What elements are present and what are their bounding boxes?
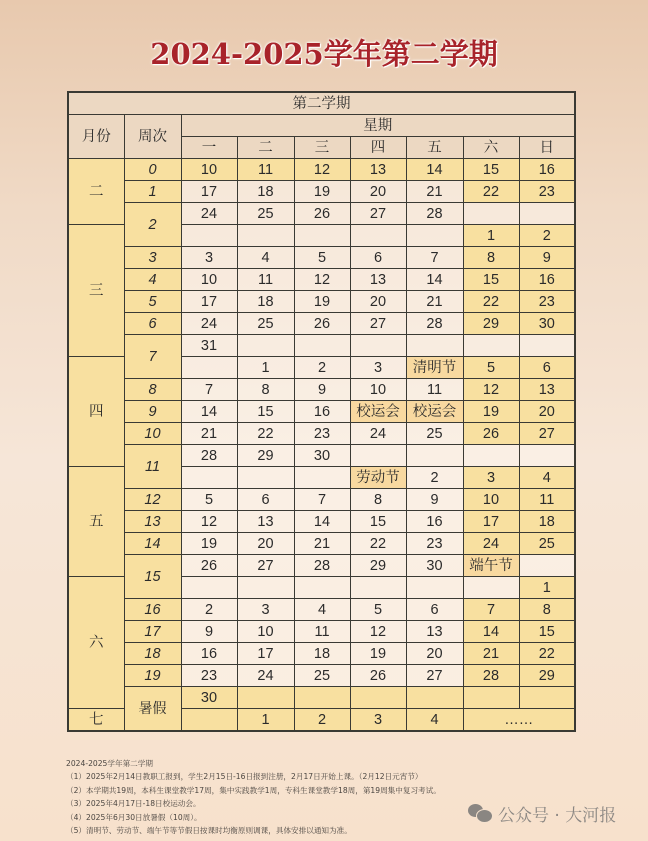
date-cell: 8 [350,489,406,511]
date-cell: 4 [406,709,463,732]
month-jul: 七 [68,709,124,732]
weekday-sun: 日 [519,137,575,159]
date-cell: 19 [181,533,237,555]
date-cell [463,577,519,599]
week-number: 13 [124,511,181,533]
date-cell: 22 [237,423,294,445]
weekday-thu: 四 [350,137,406,159]
date-cell: 21 [294,533,350,555]
date-cell: 27 [519,423,575,445]
week-number: 6 [124,313,181,335]
ellipsis-cell: …… [463,709,575,732]
date-cell: 30 [519,313,575,335]
week-number: 4 [124,269,181,291]
date-cell: 12 [350,621,406,643]
date-cell: 2 [294,709,350,732]
date-cell [350,225,406,247]
date-cell: 14 [181,401,237,423]
date-cell: 16 [519,269,575,291]
date-cell: 19 [350,643,406,665]
weekday-tue: 二 [237,137,294,159]
month-jun: 六 [68,577,124,709]
week-number: 12 [124,489,181,511]
date-cell: 4 [519,467,575,489]
date-cell [181,709,237,732]
date-cell: 8 [237,379,294,401]
date-cell: 5 [463,357,519,379]
weekday-mon: 一 [181,137,237,159]
date-cell: 6 [237,489,294,511]
weekday-sat: 六 [463,137,519,159]
date-cell: 2 [294,357,350,379]
date-cell [406,687,463,709]
date-cell [519,203,575,225]
date-cell [519,445,575,467]
date-cell: 29 [350,555,406,577]
date-cell: 13 [519,379,575,401]
date-cell [237,335,294,357]
date-cell: 3 [237,599,294,621]
date-cell [181,357,237,379]
date-cell: 12 [463,379,519,401]
date-cell: 26 [181,555,237,577]
table-row [68,181,575,203]
date-cell [237,467,294,489]
date-cell: 8 [463,247,519,269]
date-cell: 10 [181,159,237,181]
date-cell [406,225,463,247]
date-cell: 7 [463,599,519,621]
table-row [68,159,575,181]
date-cell: 25 [237,203,294,225]
table-row [68,555,575,577]
date-cell: 26 [294,203,350,225]
date-cell: 7 [406,247,463,269]
table-row [68,203,575,225]
notes-heading: 2024-2025学年第二学期 [66,759,153,768]
date-cell: 28 [181,445,237,467]
date-cell: 2 [406,467,463,489]
date-cell: 15 [463,269,519,291]
date-cell [519,555,575,577]
date-cell: 26 [463,423,519,445]
date-cell: 23 [519,291,575,313]
summer-break-label: 暑假 [124,687,181,732]
date-cell: 5 [350,599,406,621]
date-cell: 27 [350,313,406,335]
table-row [68,269,575,291]
date-cell: 28 [294,555,350,577]
date-cell: 21 [181,423,237,445]
week-number: 11 [124,445,181,489]
date-cell: 10 [237,621,294,643]
date-cell: 16 [406,511,463,533]
week-number: 3 [124,247,181,269]
week-number: 8 [124,379,181,401]
date-cell: 11 [519,489,575,511]
table-row [68,489,575,511]
date-cell [294,467,350,489]
date-cell: 17 [181,181,237,203]
date-cell [463,687,519,709]
date-cell: 3 [350,709,406,732]
date-cell: 16 [181,643,237,665]
date-cell: 13 [350,269,406,291]
date-cell: 14 [463,621,519,643]
date-cell: 24 [181,203,237,225]
date-cell: 20 [350,291,406,313]
date-cell: 1 [519,577,575,599]
date-cell [237,687,294,709]
week-number: 1 [124,181,181,203]
date-cell: 14 [406,159,463,181]
date-cell: 21 [463,643,519,665]
date-cell: 15 [350,511,406,533]
week-number: 15 [124,555,181,599]
table-row [68,511,575,533]
date-cell [350,335,406,357]
month-column-header: 月份 [68,115,124,159]
date-cell: 5 [181,489,237,511]
date-cell: 14 [406,269,463,291]
date-cell: 15 [519,621,575,643]
date-cell: 18 [237,181,294,203]
date-cell: 6 [406,599,463,621]
date-cell [463,203,519,225]
weekday-fri: 五 [406,137,463,159]
table-row [68,313,575,335]
event-sports-meet: 校运会 [350,401,406,423]
date-cell: 25 [237,313,294,335]
date-cell: 22 [350,533,406,555]
date-cell: 28 [406,203,463,225]
date-cell: 17 [237,643,294,665]
week-number: 19 [124,665,181,687]
date-cell: 5 [294,247,350,269]
note-item: （4）2025年6月30日放暑假（10周）。 [66,812,202,822]
date-cell: 24 [237,665,294,687]
month-feb: 二 [68,159,124,225]
holiday-qingming: 清明节 [406,357,463,379]
date-cell: 27 [350,203,406,225]
date-cell: 31 [181,335,237,357]
date-cell: 3 [350,357,406,379]
date-cell: 30 [406,555,463,577]
date-cell [181,467,237,489]
date-cell [519,687,575,709]
table-row [68,687,575,709]
date-cell: 4 [237,247,294,269]
table-row [68,291,575,313]
date-cell: 24 [181,313,237,335]
semester-caption: 第二学期 [68,92,575,115]
table-row [68,379,575,401]
date-cell: 19 [294,291,350,313]
week-number: 14 [124,533,181,555]
week-number: 16 [124,599,181,621]
date-cell: 20 [237,533,294,555]
date-cell [237,225,294,247]
date-cell: 9 [519,247,575,269]
date-cell: 28 [463,665,519,687]
month-may: 五 [68,467,124,577]
weekday-group-header: 星期 [181,115,575,137]
table-row [68,599,575,621]
date-cell: 14 [294,511,350,533]
date-cell: 1 [463,225,519,247]
date-cell: 1 [237,709,294,732]
date-cell: 24 [350,423,406,445]
date-cell: 17 [463,511,519,533]
date-cell: 2 [519,225,575,247]
date-cell: 6 [519,357,575,379]
table-row [68,643,575,665]
date-cell: 28 [406,313,463,335]
date-cell: 1 [237,357,294,379]
date-cell: 27 [406,665,463,687]
date-cell: 25 [294,665,350,687]
date-cell: 12 [181,511,237,533]
date-cell: 30 [181,687,237,709]
date-cell [350,687,406,709]
watermark-text: 公众号 · 大河报 [498,805,617,826]
date-cell: 9 [406,489,463,511]
week-number: 2 [124,203,181,247]
date-cell: 10 [463,489,519,511]
table-row [68,247,575,269]
date-cell: 23 [406,533,463,555]
holiday-dragon-boat: 端午节 [463,555,519,577]
date-cell: 18 [294,643,350,665]
table-row [68,445,575,467]
date-cell: 20 [350,181,406,203]
note-item: （3）2025年4月17日-18日校运动会。 [66,799,201,809]
date-cell: 10 [350,379,406,401]
date-cell: 24 [463,533,519,555]
date-cell: 13 [237,511,294,533]
date-cell: 7 [294,489,350,511]
date-cell [406,445,463,467]
month-mar: 三 [68,225,124,357]
date-cell: 11 [406,379,463,401]
date-cell: 23 [294,423,350,445]
date-cell: 22 [463,291,519,313]
date-cell: 18 [237,291,294,313]
date-cell: 23 [181,665,237,687]
date-cell: 2 [181,599,237,621]
date-cell [294,687,350,709]
date-cell: 9 [181,621,237,643]
date-cell: 3 [181,247,237,269]
calendar-table [67,91,576,732]
date-cell: 22 [463,181,519,203]
date-cell [237,577,294,599]
date-cell: 25 [519,533,575,555]
date-cell: 25 [406,423,463,445]
date-cell [406,577,463,599]
date-cell: 18 [519,511,575,533]
date-cell: 9 [294,379,350,401]
watermark [468,800,616,826]
date-cell: 11 [237,269,294,291]
date-cell: 4 [294,599,350,621]
note-item: （2）本学期共19周，本科生课堂教学17周，集中实践教学1周，专科生课堂教学18周，第19周集中复习考试。 [66,785,441,795]
date-cell: 8 [519,599,575,621]
holiday-labor-day: 劳动节 [350,467,406,489]
date-cell: 22 [519,643,575,665]
date-cell [181,225,237,247]
date-cell: 19 [294,181,350,203]
table-row [68,621,575,643]
note-item: （1）2025年2月14日教职工报到，学生2月15日-16日报到注册，2月17日开始上课。（2月12日元宵节） [66,772,423,782]
date-cell: 10 [181,269,237,291]
date-cell: 7 [181,379,237,401]
date-cell: 19 [463,401,519,423]
date-cell [350,445,406,467]
date-cell [463,445,519,467]
week-number: 5 [124,291,181,313]
week-column-header: 周次 [124,115,181,159]
date-cell: 16 [294,401,350,423]
wechat-icon [468,803,492,823]
weekday-wed: 三 [294,137,350,159]
date-cell: 6 [350,247,406,269]
month-apr: 四 [68,357,124,467]
table-row [68,533,575,555]
date-cell: 17 [181,291,237,313]
date-cell: 26 [294,313,350,335]
date-cell: 13 [406,621,463,643]
date-cell [519,335,575,357]
date-cell: 12 [294,269,350,291]
week-number: 0 [124,159,181,181]
page-title: 2024-2025学年第二学期 [150,37,498,71]
date-cell: 20 [519,401,575,423]
date-cell: 15 [463,159,519,181]
date-cell: 16 [519,159,575,181]
date-cell [294,335,350,357]
date-cell: 15 [237,401,294,423]
date-cell: 11 [237,159,294,181]
event-sports-meet: 校运会 [406,401,463,423]
date-cell: 21 [406,291,463,313]
date-cell: 26 [350,665,406,687]
table-row [68,335,575,357]
week-number: 10 [124,423,181,445]
date-cell: 30 [294,445,350,467]
date-cell [181,577,237,599]
date-cell [406,335,463,357]
table-row [68,423,575,445]
date-cell: 12 [294,159,350,181]
date-cell: 21 [406,181,463,203]
week-number: 7 [124,335,181,379]
date-cell [294,225,350,247]
date-cell: 13 [350,159,406,181]
note-item: （5）清明节、劳动节、端午节等节假日按课时均衡原则调课，具体安排以通知为准。 [66,826,352,836]
date-cell: 29 [463,313,519,335]
date-cell: 29 [237,445,294,467]
date-cell: 20 [406,643,463,665]
date-cell [294,577,350,599]
date-cell: 29 [519,665,575,687]
date-cell: 11 [294,621,350,643]
table-row [68,401,575,423]
week-number: 18 [124,643,181,665]
table-row [68,665,575,687]
date-cell [463,335,519,357]
date-cell: 23 [519,181,575,203]
date-cell: 27 [237,555,294,577]
date-cell [350,577,406,599]
week-number: 9 [124,401,181,423]
date-cell: 3 [463,467,519,489]
week-number: 17 [124,621,181,643]
